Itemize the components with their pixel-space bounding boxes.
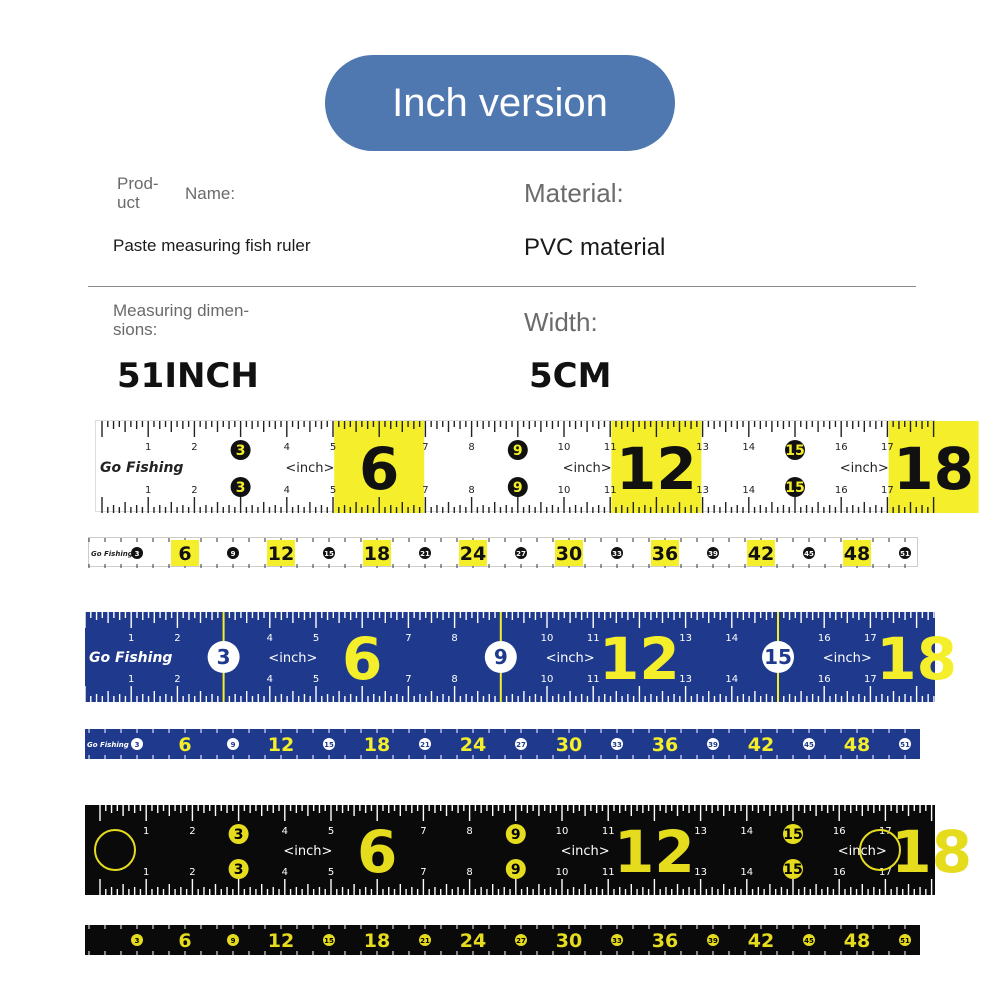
circle-number: 39 xyxy=(708,937,718,945)
inch-number-top: 16 xyxy=(832,826,846,837)
inch-number-top: 14 xyxy=(742,442,756,453)
material-value: PVC material xyxy=(524,234,666,261)
inch-number-top: 13 xyxy=(696,442,709,453)
inch-number-bottom: 4 xyxy=(266,674,273,685)
inch-number-top: 4 xyxy=(281,826,288,837)
small-big-number: 30 xyxy=(555,543,583,565)
measuring-value: 51INCH xyxy=(117,356,259,396)
inch-number-bottom: 7 xyxy=(422,485,429,496)
title-pill xyxy=(325,55,675,151)
circle-number: 27 xyxy=(516,937,526,945)
circle-number: 9 xyxy=(493,645,508,669)
circle-number: 9 xyxy=(510,827,521,843)
ruler-blue-large-svg xyxy=(85,612,957,702)
small-big-number: 36 xyxy=(651,734,679,756)
small-big-number: 18 xyxy=(363,734,391,756)
product-prefix-line1: Prod- xyxy=(117,174,159,193)
inch-number-top: 5 xyxy=(329,442,337,453)
circle-number: 39 xyxy=(708,741,718,749)
circle-number: 3 xyxy=(233,827,244,843)
circle-number: 9 xyxy=(230,741,236,749)
inch-number-bottom: 1 xyxy=(143,867,150,878)
inch-number-bottom: 17 xyxy=(881,485,894,496)
material-label: Material: xyxy=(524,178,624,208)
small-big-number: 12 xyxy=(267,543,295,565)
inch-number-top: 10 xyxy=(555,826,569,837)
product-prefix-line2: uct xyxy=(117,193,140,212)
inch-number-top: 2 xyxy=(174,633,181,644)
small-big-number: 24 xyxy=(459,543,487,565)
small-big-number: 30 xyxy=(555,734,583,756)
brand-logo: Go Fishing xyxy=(100,460,184,476)
inch-number-bottom: 13 xyxy=(694,867,707,878)
brand-logo: Go Fishing xyxy=(91,550,133,558)
circle-number: 15 xyxy=(785,480,805,496)
circle-number: 51 xyxy=(900,550,910,558)
small-big-number: 24 xyxy=(459,734,487,756)
ruler-white-small-svg xyxy=(89,538,919,568)
inch-number-top: 14 xyxy=(725,633,739,644)
big-number: 18 xyxy=(891,818,972,886)
circle-number: 33 xyxy=(612,741,622,749)
width-label: Width: xyxy=(524,307,598,337)
ruler-black-large xyxy=(85,805,972,895)
circle-number: 3 xyxy=(216,645,231,669)
ruler-blue-small-svg xyxy=(85,729,920,759)
big-number: 6 xyxy=(342,625,383,693)
inch-number-bottom: 13 xyxy=(696,485,709,496)
small-big-number: 42 xyxy=(747,543,775,565)
inch-number-top: 8 xyxy=(451,633,458,644)
inch-number-bottom: 11 xyxy=(603,485,617,496)
product-value: Paste measuring fish ruler xyxy=(113,236,311,255)
inch-number-bottom: 16 xyxy=(832,867,846,878)
inch-number-top: 13 xyxy=(679,633,692,644)
circle-number: 3 xyxy=(134,550,140,558)
small-big-number: 36 xyxy=(651,543,679,565)
circle-number: 33 xyxy=(612,550,622,558)
inch-number-top: 17 xyxy=(879,826,892,837)
inch-number-bottom: 10 xyxy=(557,485,571,496)
inch-number-top: 5 xyxy=(312,633,320,644)
inch-number-top: 16 xyxy=(817,633,831,644)
page-title: Inch version xyxy=(392,80,608,125)
measuring-label-line2: sions: xyxy=(113,320,158,339)
unit-label: <inch> xyxy=(822,651,872,666)
small-big-number: 48 xyxy=(843,543,871,565)
inch-number-bottom: 13 xyxy=(679,674,692,685)
small-big-number: 12 xyxy=(267,734,295,756)
inch-number-bottom: 14 xyxy=(740,867,754,878)
ruler-black-large-svg xyxy=(85,805,972,895)
circle-number: 15 xyxy=(783,862,803,878)
circle-number: 9 xyxy=(512,480,523,496)
circle-number: 3 xyxy=(233,862,244,878)
unit-label: <inch> xyxy=(268,651,318,666)
measuring-label-line1: Measuring dimen- xyxy=(113,301,250,320)
inch-number-bottom: 8 xyxy=(466,867,473,878)
brand-logo: Go Fishing xyxy=(87,741,129,749)
inch-number-bottom: 5 xyxy=(312,674,320,685)
circle-number: 21 xyxy=(420,741,430,749)
circle-number: 15 xyxy=(324,937,334,945)
big-number: 18 xyxy=(893,435,974,503)
circle-number: 45 xyxy=(804,741,814,749)
unit-label: <inch> xyxy=(839,461,889,476)
inch-number-top: 7 xyxy=(422,442,429,453)
circle-number: 15 xyxy=(324,741,334,749)
small-big-number: 24 xyxy=(459,930,487,952)
inch-number-top: 17 xyxy=(881,442,894,453)
circle-number: 15 xyxy=(324,550,334,558)
inch-number-top: 11 xyxy=(601,826,615,837)
small-big-number: 42 xyxy=(747,734,775,756)
circle-number: 15 xyxy=(783,827,803,843)
circle-number: 51 xyxy=(900,741,910,749)
small-big-number: 42 xyxy=(747,930,775,952)
ruler-black-small xyxy=(85,925,920,955)
inch-number-top: 1 xyxy=(143,826,150,837)
inch-number-top: 8 xyxy=(468,442,475,453)
inch-number-bottom: 7 xyxy=(405,674,412,685)
circle-number: 3 xyxy=(134,937,140,945)
circle-number: 45 xyxy=(804,937,814,945)
ruler-white-small xyxy=(88,537,918,567)
inch-number-bottom: 11 xyxy=(601,867,615,878)
big-number: 6 xyxy=(357,818,398,886)
circle-number: 27 xyxy=(516,741,526,749)
circle-number: 3 xyxy=(235,480,246,496)
inch-number-bottom: 17 xyxy=(864,674,877,685)
circle-number: 45 xyxy=(804,550,814,558)
divider xyxy=(88,286,916,287)
circle-number: 3 xyxy=(235,443,246,459)
big-number: 12 xyxy=(616,435,697,503)
product-label-prefix xyxy=(117,174,159,212)
small-big-number: 30 xyxy=(555,930,583,952)
unit-label: <inch> xyxy=(283,844,333,859)
inch-number-bottom: 2 xyxy=(189,867,196,878)
small-big-number: 48 xyxy=(843,734,871,756)
small-big-number: 6 xyxy=(178,930,192,952)
inch-number-bottom: 1 xyxy=(145,485,152,496)
inch-number-top: 7 xyxy=(420,826,427,837)
inch-number-bottom: 7 xyxy=(420,867,427,878)
inch-number-top: 13 xyxy=(694,826,707,837)
ruler-blue-small xyxy=(85,729,920,759)
inch-number-bottom: 1 xyxy=(128,674,135,685)
circle-number: 9 xyxy=(512,443,523,459)
inch-number-top: 4 xyxy=(266,633,273,644)
inch-number-bottom: 11 xyxy=(586,674,600,685)
unit-label: <inch> xyxy=(545,651,595,666)
inch-number-top: 17 xyxy=(864,633,877,644)
inch-number-top: 7 xyxy=(405,633,412,644)
circle-number: 21 xyxy=(420,550,430,558)
inch-number-top: 11 xyxy=(586,633,600,644)
ruler-black-small-svg xyxy=(85,925,920,955)
big-number: 12 xyxy=(599,625,680,693)
ruler-blue-large xyxy=(85,612,957,702)
small-big-number: 12 xyxy=(267,930,295,952)
inch-number-top: 1 xyxy=(128,633,135,644)
inch-number-bottom: 10 xyxy=(555,867,569,878)
unit-label: <inch> xyxy=(837,844,887,859)
circle-number: 9 xyxy=(230,550,236,558)
inch-number-top: 16 xyxy=(834,442,848,453)
inch-number-bottom: 16 xyxy=(834,485,848,496)
small-big-number: 18 xyxy=(363,930,391,952)
big-number: 12 xyxy=(614,818,695,886)
ruler-white-large xyxy=(95,420,974,512)
circle-number: 9 xyxy=(510,862,521,878)
circle-number: 3 xyxy=(134,741,140,749)
inch-number-bottom: 5 xyxy=(327,867,335,878)
big-number: 6 xyxy=(359,435,400,503)
inch-number-bottom: 8 xyxy=(451,674,458,685)
inch-number-bottom: 8 xyxy=(468,485,475,496)
inch-number-top: 8 xyxy=(466,826,473,837)
unit-label: <inch> xyxy=(560,844,610,859)
inch-number-top: 1 xyxy=(145,442,152,453)
fish-emblem-icon xyxy=(95,830,135,870)
small-big-number: 6 xyxy=(178,543,192,565)
inch-number-top: 4 xyxy=(283,442,290,453)
inch-number-bottom: 2 xyxy=(191,485,198,496)
inch-number-bottom: 14 xyxy=(725,674,739,685)
small-big-number: 36 xyxy=(651,930,679,952)
inch-number-bottom: 2 xyxy=(174,674,181,685)
inch-number-top: 5 xyxy=(327,826,335,837)
circle-number: 21 xyxy=(420,937,430,945)
inch-number-bottom: 16 xyxy=(817,674,831,685)
ruler-white-large-svg xyxy=(96,421,974,513)
inch-number-bottom: 14 xyxy=(742,485,756,496)
inch-number-top: 10 xyxy=(557,442,571,453)
inch-number-bottom: 17 xyxy=(879,867,892,878)
circle-number: 39 xyxy=(708,550,718,558)
circle-number: 15 xyxy=(764,645,792,669)
small-big-number: 48 xyxy=(843,930,871,952)
inch-number-top: 2 xyxy=(191,442,198,453)
circle-number: 51 xyxy=(900,937,910,945)
inch-number-top: 11 xyxy=(603,442,617,453)
circle-number: 33 xyxy=(612,937,622,945)
product-label: Name: xyxy=(185,184,236,203)
inch-number-top: 10 xyxy=(540,633,554,644)
circle-number: 27 xyxy=(516,550,526,558)
measuring-label xyxy=(113,301,249,339)
width-value: 5CM xyxy=(529,356,612,396)
unit-label: <inch> xyxy=(562,461,612,476)
inch-number-bottom: 5 xyxy=(329,485,337,496)
inch-number-bottom: 4 xyxy=(281,867,288,878)
small-big-number: 6 xyxy=(178,734,192,756)
inch-number-top: 14 xyxy=(740,826,754,837)
circle-number: 9 xyxy=(230,937,236,945)
big-number: 18 xyxy=(876,625,957,693)
unit-label: <inch> xyxy=(285,461,335,476)
brand-logo: Go Fishing xyxy=(89,650,173,666)
small-big-number: 18 xyxy=(363,543,391,565)
circle-number: 15 xyxy=(785,443,805,459)
inch-number-bottom: 10 xyxy=(540,674,554,685)
inch-number-bottom: 4 xyxy=(283,485,290,496)
inch-number-top: 2 xyxy=(189,826,196,837)
